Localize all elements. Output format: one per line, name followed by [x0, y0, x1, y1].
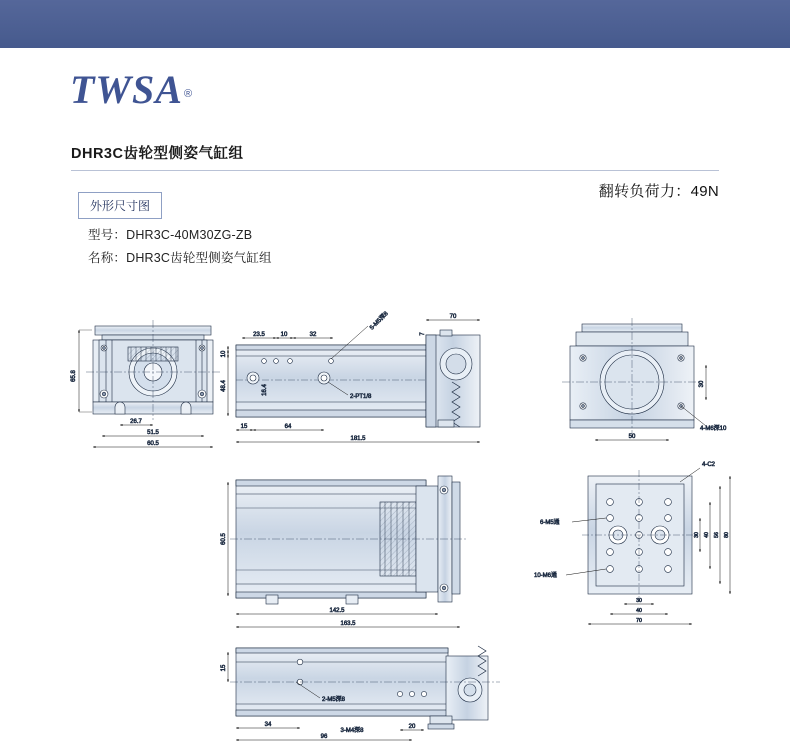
- bottom-plan-view: [221, 476, 466, 627]
- svg-text:70: 70: [449, 314, 457, 320]
- svg-text:30: 30: [636, 598, 642, 604]
- svg-text:40: 40: [636, 608, 642, 614]
- registered-mark-icon: ®: [183, 87, 193, 100]
- svg-text:3-M4深8: 3-M4深8: [340, 728, 364, 734]
- svg-text:15: 15: [240, 424, 248, 430]
- section-label-outline-drawing: 外形尺寸图: [78, 192, 162, 219]
- svg-text:70: 70: [636, 618, 642, 624]
- top-banner: [0, 0, 790, 48]
- title-divider: [71, 170, 719, 171]
- top-section-view: [221, 309, 480, 442]
- brand-logo: [70, 68, 192, 112]
- svg-text:10: 10: [221, 350, 227, 358]
- svg-text:40: 40: [704, 532, 710, 538]
- spec-name: 名称：DHR3C齿轮型侧姿气缸组: [88, 251, 272, 265]
- svg-text:2-M5深8: 2-M5深8: [322, 697, 346, 703]
- svg-text:23.5: 23.5: [253, 332, 265, 338]
- technical-drawing: [0, 290, 790, 746]
- svg-text:96: 96: [320, 734, 328, 740]
- svg-text:48.4: 48.4: [221, 380, 227, 392]
- svg-text:16.4: 16.4: [262, 384, 268, 396]
- svg-text:163.5: 163.5: [340, 621, 356, 627]
- svg-text:64: 64: [284, 424, 292, 430]
- spec-model: 型号：DHR3C-40M30ZG-ZB: [88, 228, 253, 242]
- svg-text:4-C2: 4-C2: [702, 462, 716, 468]
- svg-text:56: 56: [714, 532, 720, 538]
- svg-text:80: 80: [724, 532, 730, 538]
- svg-text:4-M6深10: 4-M6深10: [700, 426, 727, 432]
- logo-text: TWSA: [70, 67, 183, 112]
- svg-text:7: 7: [420, 332, 426, 336]
- svg-text:2-PT1/8: 2-PT1/8: [350, 394, 372, 400]
- bottom-section-view: [221, 646, 500, 740]
- svg-text:60.5: 60.5: [221, 533, 227, 545]
- svg-text:34: 34: [264, 722, 272, 728]
- load-capacity-label: 翻转负荷力：49N: [598, 183, 719, 200]
- svg-text:30: 30: [694, 532, 700, 538]
- svg-text:26.7: 26.7: [130, 419, 142, 425]
- svg-text:10: 10: [280, 332, 288, 338]
- page-title: DHR3C齿轮型侧姿气缸组: [71, 146, 244, 162]
- svg-text:65.8: 65.8: [71, 370, 77, 382]
- svg-text:30: 30: [699, 380, 705, 388]
- svg-text:10-M6通: 10-M6通: [534, 573, 558, 579]
- svg-text:15: 15: [221, 664, 227, 672]
- svg-text:20: 20: [408, 724, 416, 730]
- svg-text:5-M5深8: 5-M5深8: [369, 310, 390, 332]
- svg-text:50: 50: [628, 434, 636, 440]
- mounting-plate-view: [534, 462, 730, 624]
- svg-text:142.5: 142.5: [329, 608, 345, 614]
- svg-text:51.5: 51.5: [147, 430, 159, 436]
- svg-text:6-M5通: 6-M5通: [540, 520, 560, 526]
- svg-text:32: 32: [309, 332, 317, 338]
- svg-text:60.5: 60.5: [147, 441, 159, 447]
- svg-text:181.5: 181.5: [350, 436, 366, 442]
- front-left-view: [71, 320, 222, 447]
- right-end-view: [562, 318, 727, 440]
